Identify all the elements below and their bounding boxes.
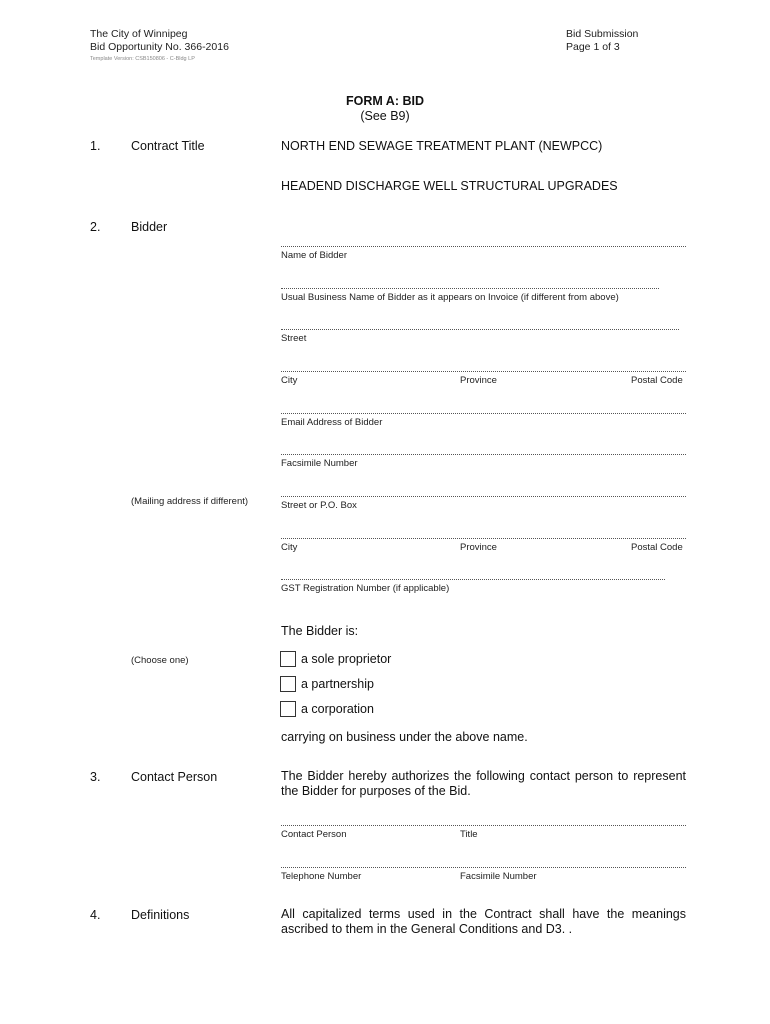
pobox-field[interactable] [281, 496, 686, 497]
bidder-is-heading: The Bidder is: [281, 624, 359, 638]
form-subtitle: (See B9) [360, 109, 410, 123]
mailing-province-caption: Province [460, 542, 497, 553]
bidder-name-field[interactable] [281, 246, 686, 247]
mailing-city-caption: City [281, 542, 298, 553]
contact-person-text: The Bidder hereby authorizes the following contact person to represent the Bidder for purposes of the Bid. [281, 769, 686, 798]
email-caption: Email Address of Bidder [281, 417, 383, 428]
contract-title-line1: NORTH END SEWAGE TREATMENT PLANT (NEWPCC) [281, 139, 603, 153]
sole-proprietor-checkbox[interactable] [280, 651, 296, 667]
corporation-label: a corporation [301, 702, 374, 716]
header-page-number: Page 1 of 3 [566, 40, 620, 53]
section-3-label: Contact Person [131, 770, 218, 784]
email-field[interactable] [281, 413, 686, 414]
header-right [566, 28, 638, 53]
contact-phone-fax-field[interactable] [281, 867, 686, 868]
street-field[interactable] [281, 329, 679, 330]
partnership-label: a partnership [301, 677, 374, 691]
definitions-text: All capitalized terms used in the Contract shall have the meanings ascribed to them in the General Conditions and D3. . [281, 907, 686, 936]
choose-one-label: (Choose one) [131, 655, 189, 666]
contract-title-line2: HEADEND DISCHARGE WELL STRUCTURAL UPGRADES [281, 179, 618, 193]
fax-field[interactable] [281, 454, 686, 455]
header-left [90, 28, 229, 53]
section-4-label: Definitions [131, 908, 190, 922]
header-bid-submission: Bid Submission [566, 28, 639, 40]
province-caption: Province [460, 375, 497, 386]
section-3-number: 3. [90, 770, 101, 784]
mailing-city-province-postal-field[interactable] [281, 538, 686, 539]
bidder-name-caption: Name of Bidder [281, 250, 348, 261]
carrying-on-business-text: carrying on business under the above name. [281, 730, 528, 744]
sole-proprietor-label: a sole proprietor [301, 652, 392, 666]
contact-person-title-field[interactable] [281, 825, 686, 826]
section-2-number: 2. [90, 220, 101, 234]
section-1-label: Contract Title [131, 139, 205, 153]
header-city: The City of Winnipeg [90, 28, 188, 40]
pobox-caption: Street or P.O. Box [281, 500, 357, 511]
header-bid-number: Bid Opportunity No. 366-2016 [90, 40, 229, 53]
corporation-checkbox[interactable] [280, 701, 296, 717]
business-name-caption: Usual Business Name of Bidder as it appears on Invoice (if different from above) [281, 292, 619, 303]
contact-person-caption: Contact Person [281, 829, 347, 840]
city-caption: City [281, 375, 298, 386]
contact-phone-caption: Telephone Number [281, 871, 362, 882]
gst-caption: GST Registration Number (if applicable) [281, 583, 450, 594]
city-province-postal-field[interactable] [281, 371, 686, 372]
street-caption: Street [281, 333, 307, 344]
contact-title-caption: Title [460, 829, 478, 840]
business-name-field[interactable] [281, 288, 659, 289]
section-1-number: 1. [90, 139, 101, 153]
template-version: Template Version: CSB150806 - C-Bldg LP [90, 56, 195, 62]
postal-code-caption: Postal Code [631, 375, 683, 386]
mailing-postal-code-caption: Postal Code [631, 542, 683, 553]
contact-fax-caption: Facsimile Number [460, 871, 537, 882]
section-2-label: Bidder [131, 220, 168, 234]
gst-field[interactable] [281, 579, 665, 580]
section-4-number: 4. [90, 908, 101, 922]
mailing-address-label: (Mailing address if different) [131, 496, 249, 507]
form-title: FORM A: BID [346, 94, 424, 108]
partnership-checkbox[interactable] [280, 676, 296, 692]
fax-caption: Facsimile Number [281, 458, 358, 469]
